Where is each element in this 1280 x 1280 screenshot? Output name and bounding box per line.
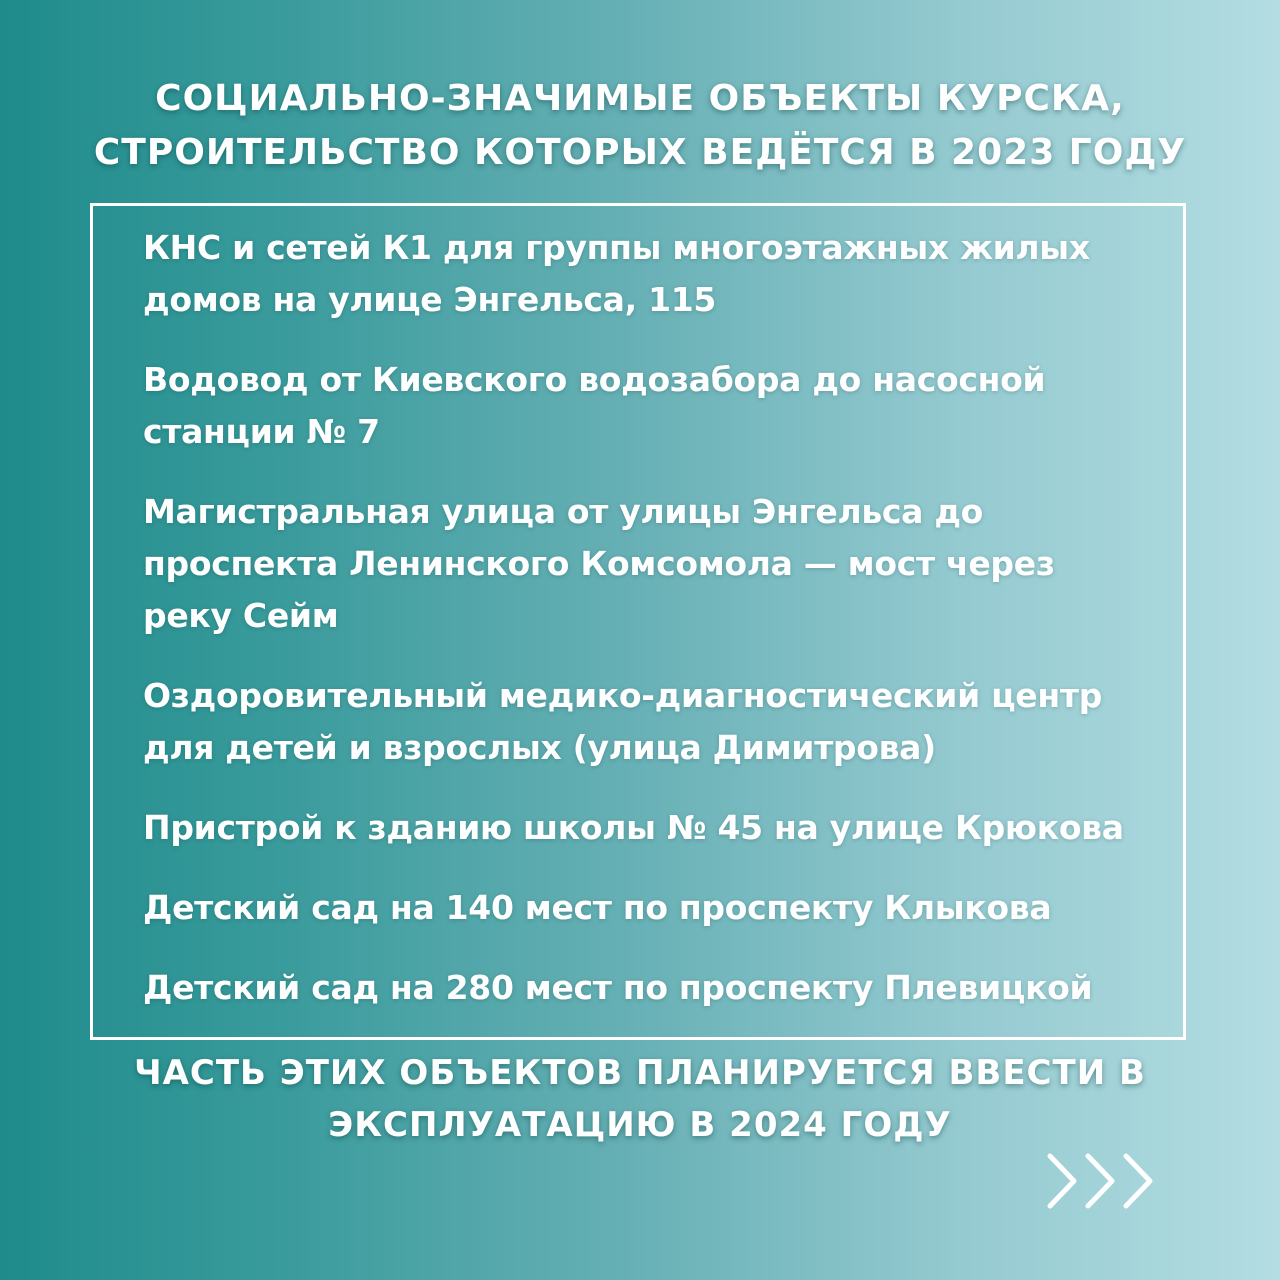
list-item-kns [143, 222, 1153, 326]
list-item-water-pipeline [143, 354, 1153, 458]
list-item-line: реку Сейм [143, 596, 339, 635]
list-item-line: Пристрой к зданию школы № 45 на улице Крюкова [143, 808, 1124, 847]
list-item-line: Детский сад на 280 мест по проспекту Плевицкой [143, 968, 1093, 1007]
page-title-line-1: СОЦИАЛЬНО-ЗНАЧИМЫЕ ОБЪЕКТЫ КУРСКА, [155, 78, 1125, 119]
page-title-line-2: СТРОИТЕЛЬСТВО КОТОРЫХ ВЕДЁТСЯ В 2023 ГОДУ [93, 132, 1187, 173]
list-item-kindergarten-140 [143, 882, 1153, 934]
objects-list [143, 222, 1153, 1042]
chevron-right-icon [1126, 1156, 1150, 1206]
list-item-medical-center [143, 670, 1153, 774]
list-item-line: Водовод от Киевского водозабора до насосной [143, 360, 1046, 399]
list-item-line: домов на улице Энгельса, 115 [143, 280, 717, 319]
footer-note-line-1: ЧАСТЬ ЭТИХ ОБЪЕКТОВ ПЛАНИРУЕТСЯ ВВЕСТИ В [134, 1053, 1146, 1093]
footer-note-line-2: ЭКСПЛУАТАЦИЮ В 2024 ГОДУ [328, 1105, 952, 1145]
list-item-line: Оздоровительный медико-диагностический центр [143, 676, 1103, 715]
list-item-main-street-bridge [143, 486, 1153, 642]
page-title [0, 72, 1280, 180]
list-item-school-annex [143, 802, 1153, 854]
chevrons-right-icon[interactable] [1046, 1152, 1156, 1210]
chevron-right-icon [1050, 1156, 1074, 1206]
list-item-line: для детей и взрослых (улица Димитрова) [143, 728, 936, 767]
list-item-line: Детский сад на 140 мест по проспекту Клыкова [143, 888, 1052, 927]
list-item-line: КНС и сетей К1 для группы многоэтажных жилых [143, 228, 1090, 267]
list-item-line: Магистральная улица от улицы Энгельса до [143, 492, 984, 531]
list-item-line: проспекта Ленинского Комсомола — мост через [143, 544, 1055, 583]
chevron-right-icon [1088, 1156, 1112, 1206]
list-item-kindergarten-280 [143, 962, 1153, 1014]
footer-note [0, 1047, 1280, 1151]
list-item-line: станции № 7 [143, 412, 380, 451]
